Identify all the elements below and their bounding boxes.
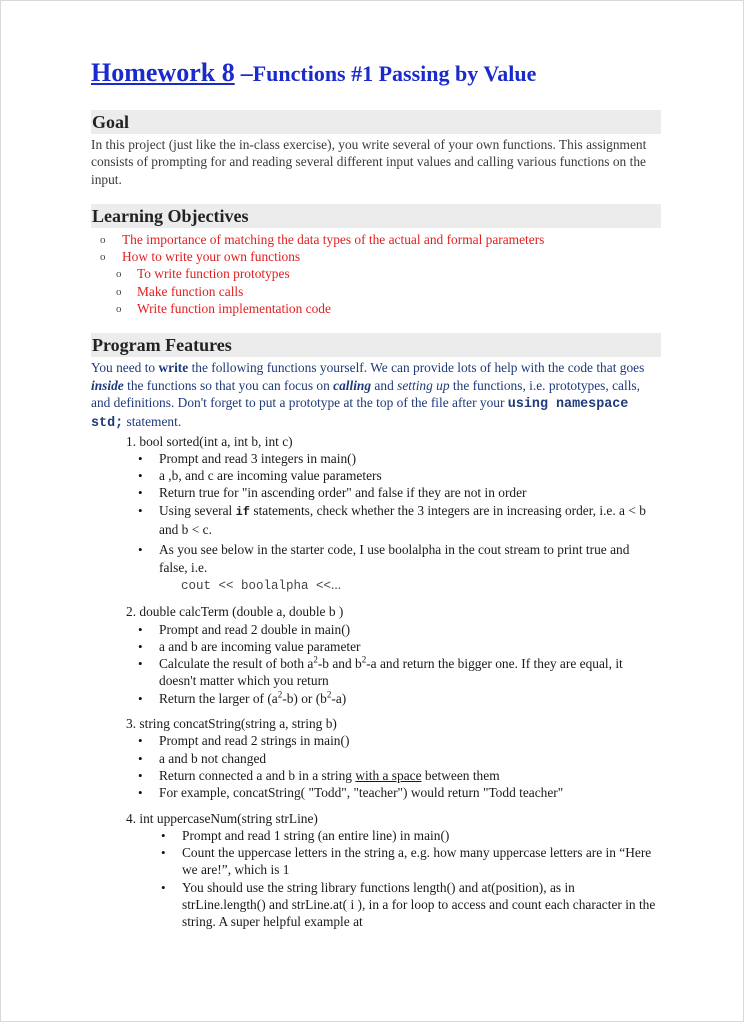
list-item xyxy=(91,767,661,784)
objective-subtext: Make function calls xyxy=(137,283,244,299)
intro-code: using namespace std; xyxy=(91,396,629,432)
function-block-4 xyxy=(91,810,661,931)
intro-setting-up: setting up xyxy=(397,377,450,393)
bullet-icon: • xyxy=(138,656,143,672)
bullet-icon: • xyxy=(138,690,143,706)
bullet-text: -a and return the bigger one. If they are equal, it doesn't matter which you return xyxy=(159,656,623,689)
intro-text: the following functions yourself. We can provide lots of help with the code that goes xyxy=(188,360,645,376)
goal-text: In this project (just like the in-class exercise), you write several of your own functions. This assignment consists of prompting for and reading several different input values and calling various functions on the input. xyxy=(91,137,647,187)
objectives-list xyxy=(91,231,661,317)
function-block-2 xyxy=(91,603,661,707)
title-dash: – xyxy=(234,61,253,87)
list-item xyxy=(91,484,661,501)
list-item xyxy=(91,879,661,931)
intro-text: the functions so that you can focus on xyxy=(123,377,334,393)
intro-text: the functions, i.e. prototypes, calls, and definitions. Don't forget to put a prototype at the top of the file after your xyxy=(91,377,640,410)
function-block-1 xyxy=(91,433,661,596)
list-item xyxy=(91,827,661,844)
bullet-text: a ,b, and c are incoming value parameters xyxy=(159,468,382,484)
function-signature: 2. double calcTerm (double a, double b ) xyxy=(126,604,344,620)
goal-heading: Goal xyxy=(91,110,661,134)
list-item xyxy=(91,750,661,767)
bullet-text: You should use the string library functions length() and at(position), as in strLine.length() and strLine.at( i ), in a for loop to access and count each character in the string. A super helpful example at xyxy=(182,879,656,930)
title-subtitle: Functions #1 Passing by Value xyxy=(252,61,537,86)
superscript: 2 xyxy=(277,689,283,700)
circle-bullet-icon: o xyxy=(116,303,122,316)
list-item xyxy=(91,450,661,467)
objective-text: How to write your own functions xyxy=(122,249,301,265)
bullet-text: -a) xyxy=(331,690,347,706)
intro-text: You need to xyxy=(91,360,159,376)
objective-subitem xyxy=(91,265,661,282)
circle-bullet-icon: o xyxy=(100,251,106,264)
list-item xyxy=(91,732,661,749)
bullet-icon: • xyxy=(161,879,166,895)
superscript: 2 xyxy=(326,689,332,700)
code-ellipsis: ... xyxy=(331,576,342,592)
bullet-text: statements, check whether the 3 integers are in increasing order, i.e. a < b and b < c. xyxy=(159,502,646,538)
bullet-icon: • xyxy=(138,767,143,783)
bullet-icon: • xyxy=(138,785,143,801)
bullet-text: Prompt and read 2 strings in main() xyxy=(159,733,350,749)
bullet-text: Calculate the result of both a xyxy=(159,656,314,672)
objective-subitem xyxy=(91,300,661,317)
bullet-text: Return the larger of (a xyxy=(159,690,278,706)
intro-write: write xyxy=(158,360,189,376)
bullet-text: between them xyxy=(421,767,500,783)
list-item xyxy=(91,621,661,638)
bullet-icon: • xyxy=(161,845,166,861)
intro-text: and xyxy=(371,377,398,393)
intro-calling: calling xyxy=(333,377,372,393)
bullet-icon: • xyxy=(138,468,143,484)
underlined-text: with a space xyxy=(355,767,422,783)
code-sample xyxy=(91,576,661,595)
superscript: 2 xyxy=(361,654,367,665)
bullet-icon: • xyxy=(138,542,143,558)
intro-text: statement. xyxy=(123,414,182,430)
bullet-icon: • xyxy=(138,485,143,501)
intro-inside: inside xyxy=(91,377,124,393)
function-block-3 xyxy=(91,715,661,801)
bullet-text: Prompt and read 3 integers in main() xyxy=(159,450,357,466)
bullet-text: As you see below in the starter code, I use boolalpha in the cout stream to print true and false, i.e. xyxy=(159,542,630,575)
circle-bullet-icon: o xyxy=(100,233,106,246)
bullet-icon: • xyxy=(138,638,143,654)
bullet-icon: • xyxy=(138,733,143,749)
bullet-text: Prompt and read 1 string (an entire line) in main() xyxy=(182,827,450,843)
list-item xyxy=(91,844,661,879)
bullet-text: -b and b xyxy=(317,656,362,672)
features-heading: Program Features xyxy=(91,333,661,357)
list-item xyxy=(91,784,661,801)
bullet-icon: • xyxy=(138,502,143,518)
features-intro xyxy=(91,359,661,432)
objective-subtext: Write function implementation code xyxy=(137,301,331,317)
bullet-text: a and b not changed xyxy=(159,750,267,766)
list-item xyxy=(91,638,661,655)
bullet-text: Prompt and read 2 double in main() xyxy=(159,621,351,637)
bullet-icon: • xyxy=(161,827,166,843)
list-item xyxy=(91,467,661,484)
function-signature: 4. int uppercaseNum(string strLine) xyxy=(126,810,318,826)
bullet-text: a and b are incoming value parameter xyxy=(159,638,361,654)
bullet-text: Count the uppercase letters in the string a, e.g. how many uppercase letters are in “Here we are!”, which is 1 xyxy=(182,845,652,878)
title-homework: Homework 8 xyxy=(91,58,235,87)
circle-bullet-icon: o xyxy=(116,268,122,281)
objective-subtext: To write function prototypes xyxy=(137,266,290,282)
bullet-icon: • xyxy=(138,750,143,766)
bullet-text: Using several xyxy=(159,502,236,518)
bullet-code: if xyxy=(235,504,251,519)
function-signature: 1. bool sorted(int a, int b, int c) xyxy=(126,433,293,449)
document-content xyxy=(91,57,661,931)
list-item xyxy=(91,541,661,576)
objective-text: The importance of matching the data types of the actual and formal parameters xyxy=(122,231,545,247)
bullet-icon: • xyxy=(138,621,143,637)
bullet-icon: • xyxy=(138,450,143,466)
bullet-text: -b) or (b xyxy=(282,690,327,706)
page-title xyxy=(91,57,661,90)
list-item xyxy=(91,690,661,707)
list-item xyxy=(91,502,661,539)
bullet-text: Return connected a and b in a string xyxy=(159,767,356,783)
bullet-text: Return true for "in ascending order" and false if they are not in order xyxy=(159,485,527,501)
circle-bullet-icon: o xyxy=(116,285,122,298)
objective-item xyxy=(91,231,661,248)
list-item xyxy=(91,655,661,690)
code-text: cout << boolalpha << xyxy=(181,578,332,593)
function-signature: 3. string concatString(string a, string b) xyxy=(126,716,337,732)
bullet-text: For example, concatString( "Todd", "teacher") would return "Todd teacher" xyxy=(159,785,564,801)
objectives-heading: Learning Objectives xyxy=(91,204,661,228)
objective-subitem xyxy=(91,283,661,300)
objective-item xyxy=(91,248,661,265)
superscript: 2 xyxy=(313,654,318,665)
